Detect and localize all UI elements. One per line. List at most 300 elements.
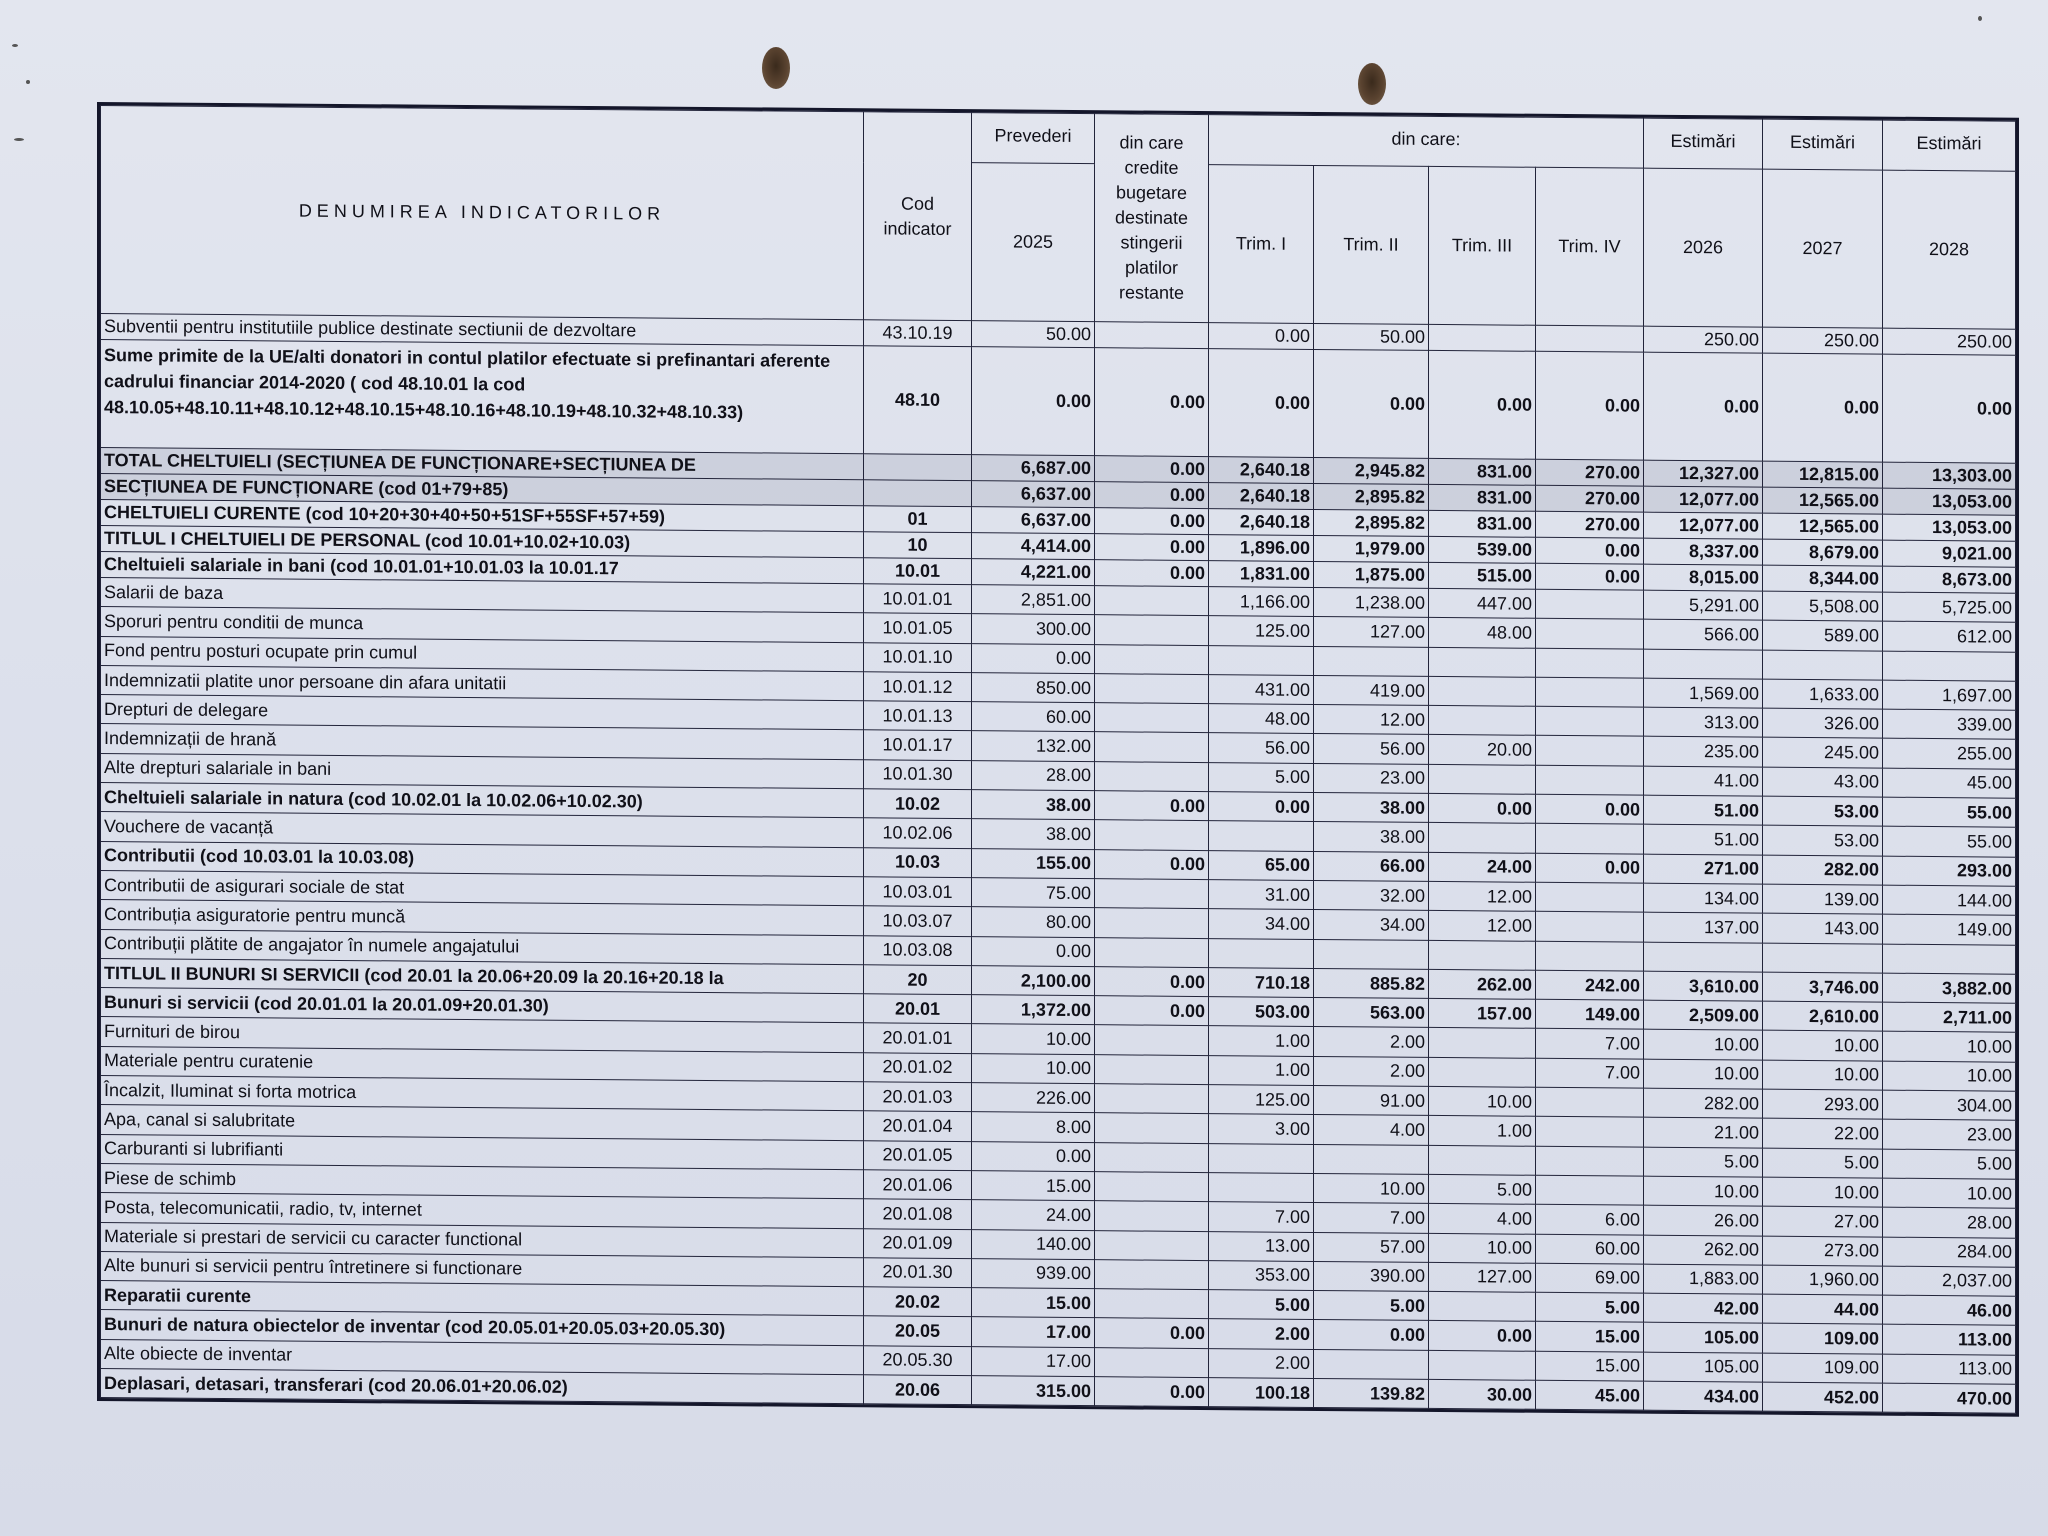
cell-restante — [1095, 1259, 1209, 1289]
cell-restante — [1095, 761, 1209, 791]
budget-sheet — [100, 105, 2015, 1466]
row-code: 20.06 — [864, 1375, 972, 1405]
cell-e2027: 452.00 — [1763, 1382, 1883, 1412]
cell-e2026: 10.00 — [1644, 1176, 1763, 1206]
cell-t3: 20.00 — [1429, 735, 1536, 765]
row-label: Contribuția asiguratorie pentru muncă — [101, 900, 864, 936]
cell-e2028: 46.00 — [1883, 1295, 2016, 1325]
cell-t4: 7.00 — [1536, 1029, 1644, 1059]
cell-e2027: 245.00 — [1763, 738, 1883, 768]
cell-t1: 3.00 — [1209, 1114, 1314, 1144]
cell-t2: 50.00 — [1314, 323, 1429, 350]
cell-e2028: 13,303.00 — [1883, 462, 2016, 489]
cell-t1: 2.00 — [1209, 1319, 1314, 1349]
cell-t4 — [1536, 677, 1644, 707]
cell-e2026: 5.00 — [1644, 1147, 1763, 1177]
cell-t2: 5.00 — [1314, 1291, 1429, 1321]
cell-v2025: 24.00 — [972, 1200, 1095, 1230]
cell-e2027: 27.00 — [1763, 1206, 1883, 1236]
row-label: Salarii de baza — [101, 578, 864, 614]
punch-hole — [762, 47, 790, 89]
cell-t4: 45.00 — [1536, 1380, 1644, 1410]
cell-e2027: 139.00 — [1763, 884, 1883, 914]
cell-e2027: 0.00 — [1763, 353, 1883, 462]
row-code: 20.01.02 — [864, 1053, 972, 1083]
row-code: 20.01.09 — [864, 1228, 972, 1258]
cell-v2025: 6,687.00 — [972, 455, 1095, 482]
cell-e2028: 3,882.00 — [1883, 973, 2016, 1003]
cell-t4 — [1536, 589, 1644, 619]
cell-t4: 242.00 — [1536, 970, 1644, 1000]
header-trim3: Trim. III — [1429, 166, 1536, 325]
cell-t1: 431.00 — [1209, 674, 1314, 704]
cell-e2028: 255.00 — [1883, 739, 2016, 769]
row-label: Subventii pentru institutiile publice destinate sectiunii de dezvoltare — [101, 314, 864, 346]
cell-t1: 125.00 — [1209, 616, 1314, 646]
cell-restante — [1095, 1054, 1209, 1084]
cell-restante — [1095, 644, 1209, 674]
cell-t3: 262.00 — [1429, 969, 1536, 999]
cell-e2027: 5,508.00 — [1763, 591, 1883, 621]
cell-e2028: 113.00 — [1883, 1325, 2016, 1355]
row-label: Cheltuieli salariale in bani (cod 10.01.01+10.01.03 la 10.01.17 — [101, 552, 864, 584]
header-year-2027: 2027 — [1763, 169, 1883, 328]
cell-t1: 125.00 — [1209, 1085, 1314, 1115]
cell-t3 — [1429, 1057, 1536, 1087]
cell-t2: 1,875.00 — [1314, 561, 1429, 588]
cell-t3: 24.00 — [1429, 852, 1536, 882]
cell-t2: 23.00 — [1314, 763, 1429, 793]
cell-e2026: 105.00 — [1644, 1323, 1763, 1353]
cell-t2: 139.82 — [1314, 1378, 1429, 1408]
cell-e2027 — [1763, 650, 1883, 680]
cell-e2026: 134.00 — [1644, 883, 1763, 913]
cell-t1: 0.00 — [1209, 349, 1314, 458]
cell-t4 — [1536, 1146, 1644, 1176]
cell-e2026 — [1644, 942, 1763, 972]
cell-e2026: 26.00 — [1644, 1205, 1763, 1235]
row-code: 20.05.30 — [864, 1345, 972, 1375]
cell-t4 — [1536, 736, 1644, 766]
cell-e2028 — [1883, 651, 2016, 681]
row-code: 20.01.01 — [864, 1023, 972, 1053]
cell-e2026: 434.00 — [1644, 1381, 1763, 1411]
cell-v2025: 315.00 — [972, 1376, 1095, 1406]
row-code: 43.10.19 — [864, 320, 972, 347]
cell-t3: 0.00 — [1429, 350, 1536, 459]
cell-e2027: 143.00 — [1763, 913, 1883, 943]
cell-t1: 48.00 — [1209, 704, 1314, 734]
header-denumire: DENUMIREA INDICATORILOR — [101, 106, 864, 320]
cell-e2027: 250.00 — [1763, 327, 1883, 354]
cell-t2: 10.00 — [1314, 1173, 1429, 1203]
cell-t1 — [1209, 645, 1314, 675]
cell-t3: 447.00 — [1429, 588, 1536, 618]
cell-t3: 10.00 — [1429, 1086, 1536, 1116]
cell-t4: 15.00 — [1536, 1322, 1644, 1352]
cell-restante — [1095, 1230, 1209, 1260]
cell-t3: 127.00 — [1429, 1262, 1536, 1292]
cell-t2: 38.00 — [1314, 793, 1429, 823]
row-code: 20.05 — [864, 1316, 972, 1346]
speck — [1978, 16, 1982, 21]
cell-v2025: 17.00 — [972, 1346, 1095, 1376]
cell-t2: 0.00 — [1314, 1320, 1429, 1350]
cell-t2: 2,945.82 — [1314, 457, 1429, 484]
cell-v2025: 10.00 — [972, 1053, 1095, 1083]
cell-e2026: 8,015.00 — [1644, 564, 1763, 591]
cell-t2: 38.00 — [1314, 822, 1429, 852]
cell-v2025: 80.00 — [972, 907, 1095, 937]
cell-t4: 270.00 — [1536, 485, 1644, 512]
cell-restante — [1095, 908, 1209, 938]
cell-e2027: 8,679.00 — [1763, 539, 1883, 566]
cell-e2027: 12,565.00 — [1763, 487, 1883, 514]
cell-e2028: 0.00 — [1883, 354, 2016, 463]
cell-e2027: 43.00 — [1763, 767, 1883, 797]
cell-v2025: 15.00 — [972, 1288, 1095, 1318]
cell-t3 — [1429, 706, 1536, 736]
cell-e2027: 44.00 — [1763, 1294, 1883, 1324]
cell-e2028: 10.00 — [1883, 1061, 2016, 1091]
cell-v2025: 4,414.00 — [972, 533, 1095, 560]
row-label: Drepturi de delegare — [101, 695, 864, 731]
cell-t1: 353.00 — [1209, 1260, 1314, 1290]
cell-e2026: 12,327.00 — [1644, 460, 1763, 487]
cell-t2 — [1314, 939, 1429, 969]
row-code: 10.01.10 — [864, 642, 972, 672]
cell-restante — [1095, 1084, 1209, 1114]
cell-t4: 7.00 — [1536, 1058, 1644, 1088]
cell-restante — [1095, 1113, 1209, 1143]
cell-v2025: 8.00 — [972, 1112, 1095, 1142]
row-label: Încalzit, Iluminat si forta motrica — [101, 1076, 864, 1112]
cell-t2: 127.00 — [1314, 617, 1429, 647]
cell-e2026: 21.00 — [1644, 1118, 1763, 1148]
cell-e2026: 282.00 — [1644, 1088, 1763, 1118]
cell-t2: 57.00 — [1314, 1232, 1429, 1262]
cell-t3: 831.00 — [1429, 458, 1536, 485]
cell-t3 — [1429, 940, 1536, 970]
row-code: 10.01.12 — [864, 672, 972, 702]
cell-e2027 — [1763, 943, 1883, 973]
cell-e2027: 53.00 — [1763, 826, 1883, 856]
cell-e2026: 1,569.00 — [1644, 678, 1763, 708]
cell-v2025: 939.00 — [972, 1258, 1095, 1288]
row-label: Contributii de asigurari sociale de stat — [101, 870, 864, 906]
cell-e2028: 284.00 — [1883, 1237, 2016, 1267]
cell-v2025: 155.00 — [972, 848, 1095, 878]
cell-t3 — [1429, 647, 1536, 677]
cell-t1 — [1209, 821, 1314, 851]
cell-v2025: 0.00 — [972, 347, 1095, 456]
row-label: TITLUL I CHELTUIELI DE PERSONAL (cod 10.01+10.02+10.03) — [101, 526, 864, 558]
cell-e2028: 2,711.00 — [1883, 1002, 2016, 1032]
cell-e2027: 12,565.00 — [1763, 513, 1883, 540]
cell-t2: 885.82 — [1314, 968, 1429, 998]
cell-v2025: 28.00 — [972, 760, 1095, 790]
header-din-care: din care: — [1209, 115, 1644, 169]
header-cod: Cod indicator — [864, 112, 972, 321]
cell-restante — [1095, 1172, 1209, 1202]
cell-t1: 0.00 — [1209, 323, 1314, 350]
cell-e2026: 105.00 — [1644, 1352, 1763, 1382]
cell-e2026: 5,291.00 — [1644, 590, 1763, 620]
cell-t1: 5.00 — [1209, 1290, 1314, 1320]
cell-t1: 2,640.18 — [1209, 509, 1314, 536]
row-label: Materiale si prestari de servicii cu caracter functional — [101, 1222, 864, 1258]
cell-t1: 5.00 — [1209, 762, 1314, 792]
cell-e2028: 10.00 — [1883, 1032, 2016, 1062]
cell-t2 — [1314, 1349, 1429, 1379]
header-trim1: Trim. I — [1209, 165, 1314, 324]
cell-t4: 0.00 — [1536, 563, 1644, 590]
cell-t1: 65.00 — [1209, 850, 1314, 880]
cell-t1: 34.00 — [1209, 909, 1314, 939]
cell-v2025: 226.00 — [972, 1083, 1095, 1113]
cell-v2025: 38.00 — [972, 790, 1095, 820]
cell-t4 — [1536, 1175, 1644, 1205]
cell-restante: 0.00 — [1095, 348, 1209, 457]
cell-t4: 0.00 — [1536, 853, 1644, 883]
row-label: Contribuții plătite de angajator în numele angajatului — [101, 929, 864, 965]
row-label: Reparatii curente — [101, 1281, 864, 1317]
header-trim2: Trim. II — [1314, 165, 1429, 324]
cell-restante — [1095, 1201, 1209, 1231]
row-label: Deplasari, detasari, transferari (cod 20.06.01+20.06.02) — [101, 1369, 864, 1405]
cell-t1: 2,640.18 — [1209, 483, 1314, 510]
row-label: Piese de schimb — [101, 1163, 864, 1199]
row-code: 10.01.17 — [864, 730, 972, 760]
cell-e2026: 3,610.00 — [1644, 971, 1763, 1001]
cell-t3: 10.00 — [1429, 1233, 1536, 1263]
cell-t4 — [1536, 1117, 1644, 1147]
cell-v2025: 75.00 — [972, 878, 1095, 908]
cell-restante — [1095, 732, 1209, 762]
cell-e2027: 326.00 — [1763, 708, 1883, 738]
row-label: Vouchere de vacanță — [101, 812, 864, 848]
header-din-care-credite: din care credite bugetare destinate stingerii platilor restante — [1095, 114, 1209, 323]
cell-e2028: 470.00 — [1883, 1383, 2016, 1413]
cell-t2: 563.00 — [1314, 998, 1429, 1028]
cell-restante — [1095, 322, 1209, 349]
cell-t1: 710.18 — [1209, 967, 1314, 997]
cell-v2025: 60.00 — [972, 702, 1095, 732]
cell-t2: 12.00 — [1314, 705, 1429, 735]
row-label: Posta, telecomunicatii, radio, tv, internet — [101, 1193, 864, 1229]
cell-e2026: 250.00 — [1644, 326, 1763, 353]
cell-t3 — [1429, 1145, 1536, 1175]
cell-restante — [1095, 937, 1209, 967]
cell-e2027: 589.00 — [1763, 620, 1883, 650]
cell-t2 — [1314, 1144, 1429, 1174]
cell-e2026: 2,509.00 — [1644, 1000, 1763, 1030]
cell-t3: 12.00 — [1429, 911, 1536, 941]
cell-e2028 — [1883, 944, 2016, 974]
cell-e2026 — [1644, 649, 1763, 679]
cell-e2026: 42.00 — [1644, 1293, 1763, 1323]
table-body — [101, 314, 2016, 1414]
cell-t4: 6.00 — [1536, 1205, 1644, 1235]
cell-e2027: 282.00 — [1763, 855, 1883, 885]
cell-t2: 56.00 — [1314, 734, 1429, 764]
cell-e2028: 149.00 — [1883, 914, 2016, 944]
row-code: 10.01.30 — [864, 760, 972, 790]
header-estimari-2026: Estimări — [1644, 118, 1763, 169]
table-header — [101, 106, 2016, 330]
cell-t1: 31.00 — [1209, 880, 1314, 910]
cell-t4: 0.00 — [1536, 537, 1644, 564]
row-code: 48.10 — [864, 346, 972, 455]
cell-restante: 0.00 — [1095, 791, 1209, 821]
row-label: Sporuri pentru conditii de munca — [101, 607, 864, 643]
cell-t4: 0.00 — [1536, 794, 1644, 824]
cell-t1: 1.00 — [1209, 1055, 1314, 1085]
cell-t4 — [1536, 1087, 1644, 1117]
row-code: 20.01 — [864, 994, 972, 1024]
cell-t4: 15.00 — [1536, 1351, 1644, 1381]
cell-t3: 0.00 — [1429, 1321, 1536, 1351]
cell-t4: 60.00 — [1536, 1234, 1644, 1264]
cell-t4: 270.00 — [1536, 511, 1644, 538]
row-label: Contributii (cod 10.03.01 la 10.03.08) — [101, 841, 864, 877]
cell-t2: 1,238.00 — [1314, 587, 1429, 617]
cell-restante — [1095, 615, 1209, 645]
cell-t1: 0.00 — [1209, 792, 1314, 822]
cell-e2028: 55.00 — [1883, 797, 2016, 827]
cell-e2028: 304.00 — [1883, 1090, 2016, 1120]
cell-e2026: 51.00 — [1644, 795, 1763, 825]
row-label: TITLUL II BUNURI SI SERVICII (cod 20.01 la 20.06+20.09 la 20.16+20.18 la — [101, 958, 864, 994]
row-label: TOTAL CHELTUIELI (SECȚIUNEA DE FUNCȚIONARE+SECȚIUNEA DE — [101, 448, 864, 480]
cell-t4: 0.00 — [1536, 351, 1644, 460]
cell-e2028: 612.00 — [1883, 621, 2016, 651]
cell-t2: 7.00 — [1314, 1203, 1429, 1233]
cell-t1: 100.18 — [1209, 1378, 1314, 1408]
cell-e2027: 10.00 — [1763, 1031, 1883, 1061]
row-code: 10.03.07 — [864, 906, 972, 936]
cell-v2025: 10.00 — [972, 1024, 1095, 1054]
cell-t3: 48.00 — [1429, 618, 1536, 648]
cell-t4 — [1536, 912, 1644, 942]
cell-e2028: 5.00 — [1883, 1149, 2016, 1179]
cell-e2028: 339.00 — [1883, 709, 2016, 739]
row-code — [864, 454, 972, 481]
cell-v2025: 0.00 — [972, 643, 1095, 673]
header-estimari-2028: Estimări — [1883, 120, 2016, 171]
row-code: 10.02.06 — [864, 818, 972, 848]
cell-restante: 0.00 — [1095, 967, 1209, 997]
cell-t1: 7.00 — [1209, 1202, 1314, 1232]
cell-t3: 30.00 — [1429, 1379, 1536, 1409]
cell-e2028: 55.00 — [1883, 826, 2016, 856]
cell-t2: 2,895.82 — [1314, 509, 1429, 536]
cell-t4: 149.00 — [1536, 999, 1644, 1029]
cell-e2028: 13,053.00 — [1883, 514, 2016, 541]
row-code: 20.01.06 — [864, 1170, 972, 1200]
cell-t2: 2.00 — [1314, 1056, 1429, 1086]
cell-t2: 390.00 — [1314, 1261, 1429, 1291]
cell-v2025: 132.00 — [972, 731, 1095, 761]
row-code: 20.02 — [864, 1287, 972, 1317]
cell-t2: 2.00 — [1314, 1027, 1429, 1057]
cell-restante — [1095, 1289, 1209, 1319]
cell-restante — [1095, 1025, 1209, 1055]
cell-v2025: 15.00 — [972, 1171, 1095, 1201]
cell-restante — [1095, 586, 1209, 616]
cell-restante: 0.00 — [1095, 849, 1209, 879]
cell-e2026: 12,077.00 — [1644, 486, 1763, 513]
cell-t4: 69.00 — [1536, 1263, 1644, 1293]
cell-t1 — [1209, 1143, 1314, 1173]
cell-v2025: 2,100.00 — [972, 966, 1095, 996]
cell-v2025: 6,637.00 — [972, 507, 1095, 534]
cell-t1 — [1209, 1173, 1314, 1203]
cell-e2028: 144.00 — [1883, 885, 2016, 915]
cell-t2: 2,895.82 — [1314, 483, 1429, 510]
header-prevederi: Prevederi — [972, 113, 1095, 164]
cell-restante: 0.00 — [1095, 996, 1209, 1026]
row-code: 10 — [864, 532, 972, 559]
cell-v2025: 1,372.00 — [972, 995, 1095, 1025]
cell-t2: 419.00 — [1314, 675, 1429, 705]
row-code: 10.03 — [864, 847, 972, 877]
row-label: Cheltuieli salariale in natura (cod 10.02.01 la 10.02.06+10.02.30) — [101, 783, 864, 819]
row-label: Alte bunuri si servicii pentru întretinere si functionare — [101, 1251, 864, 1287]
cell-e2026: 0.00 — [1644, 352, 1763, 461]
cell-e2027: 1,960.00 — [1763, 1265, 1883, 1295]
cell-e2026: 313.00 — [1644, 707, 1763, 737]
cell-t1 — [1209, 938, 1314, 968]
cell-t1: 1,831.00 — [1209, 561, 1314, 588]
cell-t3 — [1429, 324, 1536, 351]
cell-e2027: 2,610.00 — [1763, 1001, 1883, 1031]
cell-t1: 503.00 — [1209, 997, 1314, 1027]
cell-e2027: 22.00 — [1763, 1118, 1883, 1148]
cell-restante — [1095, 674, 1209, 704]
row-code: 10.01.13 — [864, 701, 972, 731]
cell-t3: 831.00 — [1429, 484, 1536, 511]
cell-e2028: 2,037.00 — [1883, 1266, 2016, 1296]
cell-e2028: 113.00 — [1883, 1354, 2016, 1384]
cell-t2: 1,979.00 — [1314, 535, 1429, 562]
cell-t1: 1,896.00 — [1209, 535, 1314, 562]
cell-t1: 56.00 — [1209, 733, 1314, 763]
row-label: Alte drepturi salariale in bani — [101, 753, 864, 789]
cell-v2025: 140.00 — [972, 1229, 1095, 1259]
cell-t1: 1,166.00 — [1209, 587, 1314, 617]
header-trim4: Trim. IV — [1536, 167, 1644, 326]
cell-t3 — [1429, 823, 1536, 853]
cell-e2028: 9,021.00 — [1883, 540, 2016, 567]
cell-v2025: 38.00 — [972, 819, 1095, 849]
cell-t2 — [1314, 646, 1429, 676]
cell-t4 — [1536, 619, 1644, 649]
cell-t4 — [1536, 706, 1644, 736]
cell-t3 — [1429, 1350, 1536, 1380]
cell-restante: 0.00 — [1095, 1318, 1209, 1348]
row-label: Materiale pentru curatenie — [101, 1046, 864, 1082]
cell-restante — [1095, 820, 1209, 850]
cell-e2027: 53.00 — [1763, 796, 1883, 826]
row-label: Bunuri si servicii (cod 20.01.01 la 20.01.09+20.01.30) — [101, 988, 864, 1024]
row-code: 20.01.05 — [864, 1140, 972, 1170]
row-label: SECȚIUNEA DE FUNCȚIONARE (cod 01+79+85) — [101, 474, 864, 506]
cell-t3: 4.00 — [1429, 1204, 1536, 1234]
cell-t2: 91.00 — [1314, 1086, 1429, 1116]
cell-v2025: 300.00 — [972, 614, 1095, 644]
cell-t1: 1.00 — [1209, 1026, 1314, 1056]
